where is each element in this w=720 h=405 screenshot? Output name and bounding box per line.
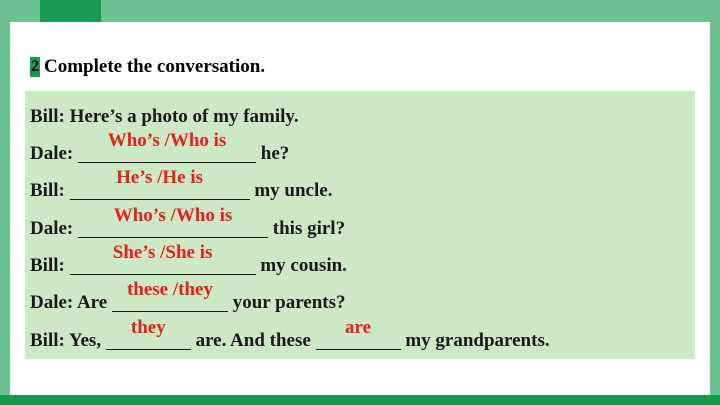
line-text-before: Bill: Yes, [30, 330, 106, 351]
line-text-before: Bill: [30, 255, 70, 276]
answer-text: they [130, 317, 166, 338]
answer-text: He’s /He is [116, 167, 204, 188]
line-text-after: my cousin. [255, 255, 347, 276]
answer-blank [70, 167, 250, 206]
line-text-after: my uncle. [249, 180, 333, 201]
conversation-line-6 [30, 279, 346, 318]
answer-blank [106, 317, 191, 356]
exercise-instruction: Complete the conversation. [44, 56, 266, 77]
conversation-line-1 [30, 102, 299, 132]
line-text: Bill: Here’s a photo of my family. [30, 106, 299, 127]
conversation-box [25, 91, 695, 359]
answer-blank [78, 130, 256, 169]
answer-text: are [345, 317, 372, 338]
line-text-after: he? [256, 143, 290, 164]
conversation-line-5 [30, 242, 347, 281]
conversation-line-3 [30, 167, 333, 206]
conversation-line-4 [30, 205, 346, 244]
answer-blank [78, 205, 268, 244]
answer-blank [316, 317, 401, 356]
line-text-after: your parents? [227, 292, 346, 313]
answer-text: Who’s /Who is [107, 130, 227, 151]
answer-text: She’s /She is [112, 242, 213, 263]
answer-blank [70, 242, 256, 281]
line-text-middle: are. And these [190, 330, 316, 351]
top-tab-decoration [40, 0, 101, 22]
answer-blank [112, 279, 228, 318]
line-text-after: this girl? [268, 218, 346, 239]
content-card [10, 22, 710, 395]
answer-text: these /they [126, 279, 213, 300]
conversation-line-7 [30, 317, 550, 356]
line-text-before: Dale: [30, 143, 79, 164]
conversation-line-2 [30, 130, 290, 169]
line-text-before: Dale: [30, 218, 79, 239]
exercise-heading [30, 56, 265, 78]
line-text-after: my grandparents. [400, 330, 550, 351]
answer-text: Who’s /Who is [113, 205, 233, 226]
line-text-before: Bill: [30, 180, 70, 201]
line-text-before: Dale: Are [30, 292, 112, 313]
exercise-number-badge: 2 [31, 58, 39, 75]
bottom-bar-decoration [0, 395, 720, 405]
